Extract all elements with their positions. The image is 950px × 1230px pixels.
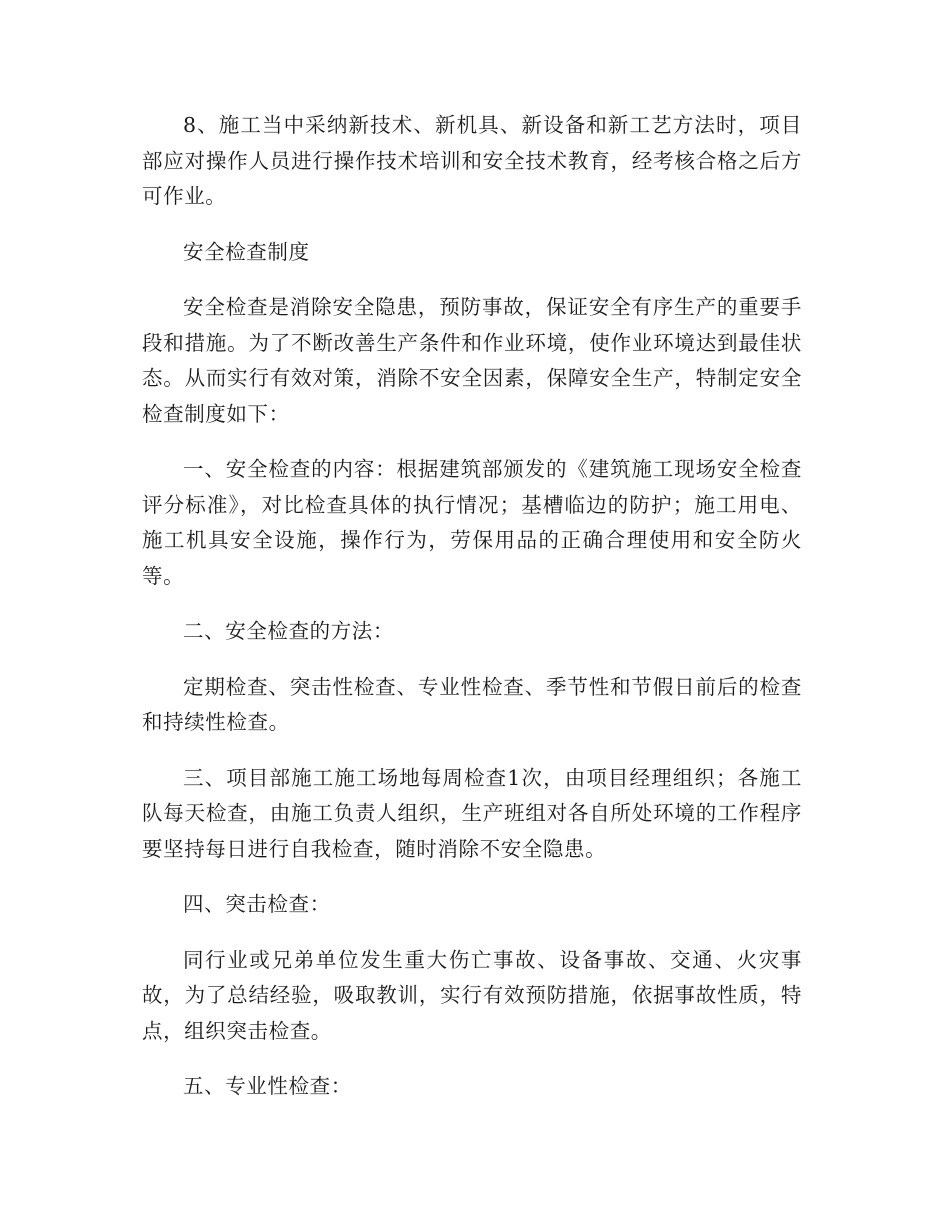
paragraph-specialized-inspection-heading: 五、专业性检查：: [183, 1074, 352, 1098]
paragraph-inspection-purpose: 安全检查是消除安全隐患，预防事故，保证安全有序生产的重要手段和措施。为了不断改善生产条件和作业环境，使作业环境达到最佳状态。从而实行有效对策，消除不安全因素，保障安全生产，特制定安全检查制度如下：: [142, 295, 802, 426]
paragraph-surprise-inspection-heading: 四、突击检查：: [183, 892, 331, 916]
paragraph-inspection-method-heading: 二、安全检查的方法：: [183, 619, 394, 643]
paragraph-inspection-methods: 定期检查、突击性检查、专业性检查、季节性和节假日前后的检查和持续性检查。: [142, 674, 802, 734]
paragraph-surprise-inspection: 同行业或兄弟单位发生重大伤亡事故、设备事故、交通、火灾事故，为了总结经验，吸取教训，实行有效预防措施，依据事故性质，特点，组织突击检查。: [142, 947, 802, 1043]
paragraph-weekly-inspection: 三、项目部施工施工场地每周检查1次，由项目经理组织；各施工队每天检查，由施工负责人组织，生产班组对各自所处环境的工作程序要坚持每日进行自我检查，随时消除不安全隐患。: [142, 765, 802, 861]
section-heading-safety-inspection: 安全检查制度: [183, 239, 310, 264]
paragraph-training: 8、施工当中采纳新技术、新机具、新设备和新工艺方法时，项目部应对操作人员进行操作技术培训和安全技术教育，经考核合格之后方可作业。: [142, 113, 802, 208]
paragraph-inspection-content: 一、安全检查的内容：根据建筑部颁发的《建筑施工现场安全检查评分标准》，对比检查具体的执行情况；基槽临边的防护；施工用电、施工机具安全设施，操作行为，劳保用品的正确合理使用和安全防火等。: [142, 457, 802, 588]
document-body: [142, 108, 802, 1125]
